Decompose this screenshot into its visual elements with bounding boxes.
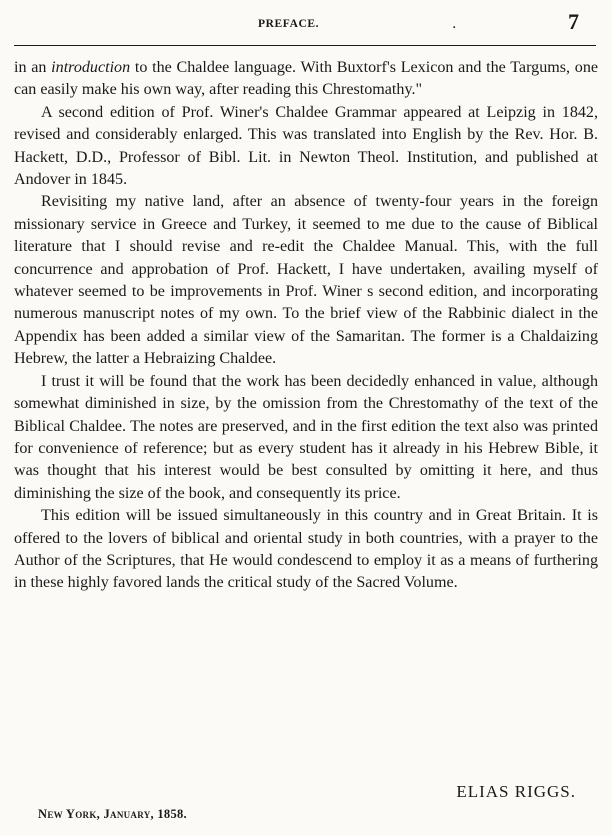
signature: ELIAS RIGGS. [456, 782, 576, 801]
page-header [0, 0, 612, 40]
dateline: New York, January, 1858. [38, 807, 187, 821]
paragraph-revisiting: Revisiting my native land, after an absence of twenty-four years in the foreign missionary service in Greece and Turkey, it seemed to me due to the cause of Biblical literature that I should revise and re-edit the Chaldee Manual. This, with the full concurrence and approbation of Prof. Hackett, I have undertaken, availing myself of whatever seemed to be improvements in Prof. Winer s second edition, and incorporating numerous manuscript notes of my own. To the brief view of the Rabbinic dialect in the Appendix has been added a similar view of the Samaritan. The former is a Chaldaizing Hebrew, the latter a Hebraizing Chaldee. [14, 193, 598, 368]
header-dot: . [452, 16, 457, 32]
preface-body [14, 57, 598, 595]
emphasis-text: introduction [51, 59, 131, 76]
header-rule [14, 45, 596, 46]
paragraph-text: to the Chaldee language. With Buxtorf's Lexicon and the Targums, one can easily make his own way, after reading this Chrestomathy." [14, 59, 599, 99]
paragraph-text: in an [14, 59, 52, 76]
paragraph-continuation [14, 57, 598, 102]
page-number: 7 [568, 9, 579, 34]
paragraph-this-edition: This edition will be issued simultaneously in this country and in Great Britain. It is offered to the lovers of biblical and oriental study in both countries, with a prayer to the Author of the Scriptures, that He would condescend to employ it as a means of furthering in these highly favored lands the critical study of the Sacred Volume. [14, 507, 598, 592]
paragraph-trust: I trust it will be found that the work has been decidedly enhanced in value, although somewhat diminished in size, by the omission from the Chrestomathy of the text of the Biblical Chaldee. The notes are preserved, and in the first edition the text also was printed for convenience of reference; but as every student has it already in his Hebrew Bible, it was thought that his interest would be best consulted by omitting it here, and thus diminishing the size of the book, and consequently its price. [14, 372, 598, 502]
paragraph-second-edition: A second edition of Prof. Winer's Chaldee Grammar appeared at Leipzig in 1842, revised and considerably enlarged. This was translated into English by the Rev. Hor. B. Hackett, D.D., Professor of Bibl. Lit. in Newton Theol. Institution, and published at Andover in 1845. [14, 103, 598, 189]
running-head: PREFACE. [258, 18, 320, 30]
